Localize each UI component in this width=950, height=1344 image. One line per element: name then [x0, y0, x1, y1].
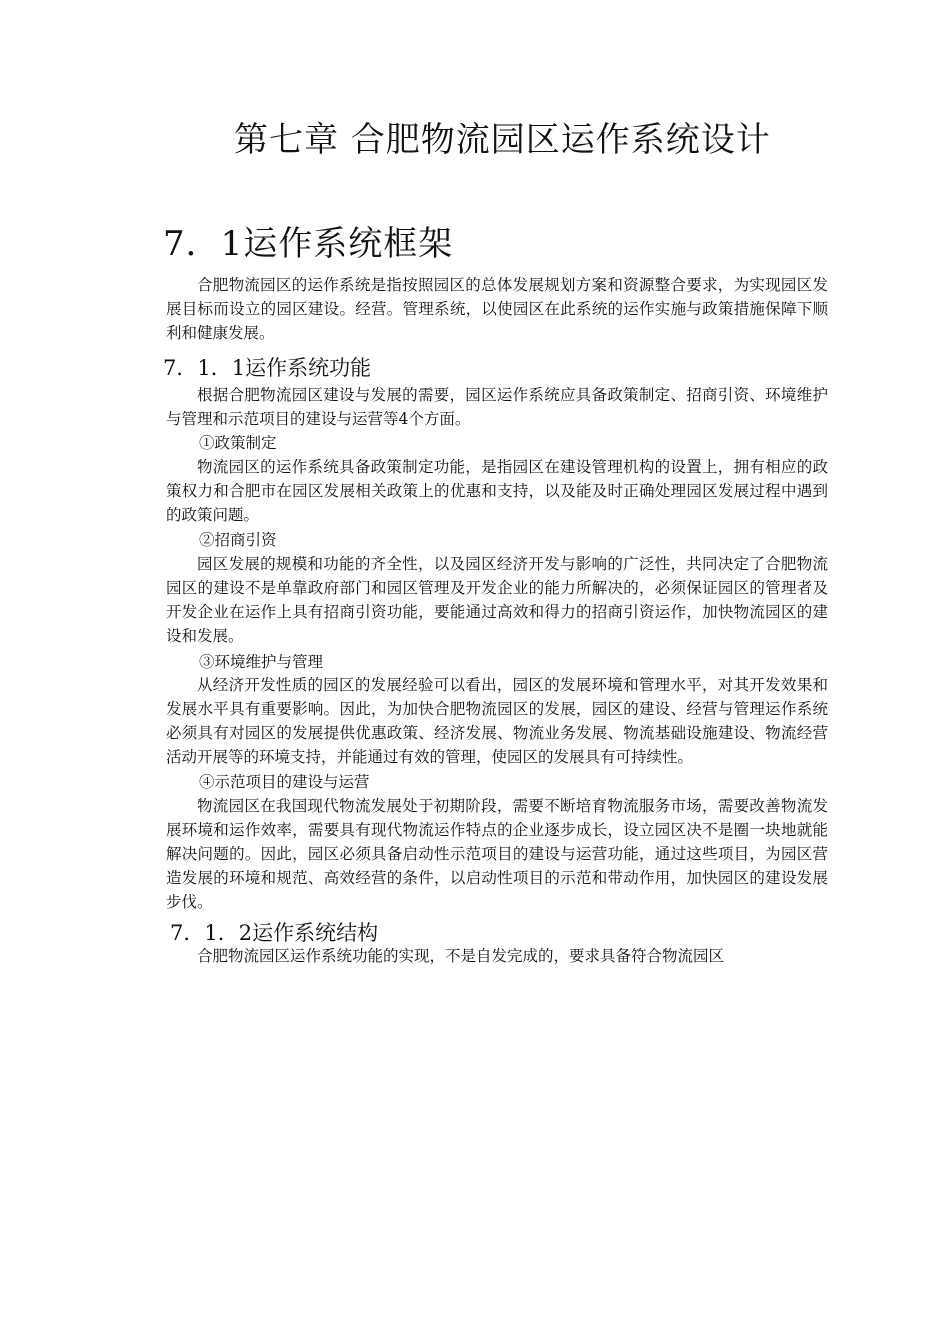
chapter-title: 第七章 合肥物流园区运作系统设计: [234, 120, 771, 160]
section-7-1-2-heading: 7．1．2运作系统结构: [170, 921, 379, 945]
section-7-1-1-intro: 根据合肥物流园区建设与发展的需要，园区运作系统应具备政策制定、招商引资、环境维护与管理和示范项目的建设与运营等4个方面。: [166, 386, 828, 428]
item-demo-project-label: ④示范项目的建设与运营: [199, 773, 370, 791]
item-environment-label: ③环境维护与管理: [199, 653, 324, 671]
item-investment-label: ②招商引资: [199, 531, 277, 549]
section-7-1-intro: 合肥物流园区的运作系统是指按照园区的总体发展规划方案和资源整合要求，为实现园区发展目标而设立的园区建设。经营。管理系统，以使园区在此系统的运作实施与政策措施保障下顺利和健康发展。: [166, 276, 828, 342]
section-7-1-1-heading: 7．1．1运作系统功能: [163, 356, 372, 380]
item-policy-text: 物流园区的运作系统具备政策制定功能，是指园区在建设管理机构的设置上，拥有相应的政策权力和合肥市在园区发展相关政策上的优惠和支持，以及能及时正确处理园区发展过程中遇到的政策问题。: [166, 458, 828, 524]
item-investment-text: 园区发展的规模和功能的齐全性，以及园区经济开发与影响的广泛性，共同决定了合肥物流园区的建设不是单靠政府部门和园区管理及开发企业的能力所解决的，必须保证园区的管理者及开发企业在运作上具有招商引资功能，要能通过高效和得力的招商引资运作，加快物流园区的建设和发展。: [166, 555, 828, 645]
item-environment-text: 从经济开发性质的园区的发展经验可以看出，园区的发展环境和管理水平，对其开发效果和发展水平具有重要影响。因此，为加快合肥物流园区的发展，园区的建设、经营与管理运作系统必须具有对园区的发展提供优惠政策、经济发展、物流业务发展、物流基础设施建设、物流经营活动开展等的环境支持，并能通过有效的管理，使园区的发展具有可持续性。: [166, 676, 828, 766]
item-demo-project-text: 物流园区在我国现代物流发展处于初期阶段，需要不断培育物流服务市场，需要改善物流发展环境和运作效率，需要具有现代物流运作特点的企业逐步成长，设立园区决不是圈一块地就能解决问题的。因此，园区必须具备启动性示范项目的建设与运营功能，通过这些项目，为园区营造发展的环境和规范、高效经营的条件，以启动性项目的示范和带动作用，加快园区的建设发展步伐。: [166, 797, 828, 911]
section-7-1-heading: 7．1运作系统框架: [163, 224, 454, 264]
section-7-1-2-intro: 合肥物流园区运作系统功能的实现，不是自发完成的，要求具备符合物流园区: [197, 947, 725, 965]
item-policy-label: ①政策制定: [199, 434, 277, 452]
